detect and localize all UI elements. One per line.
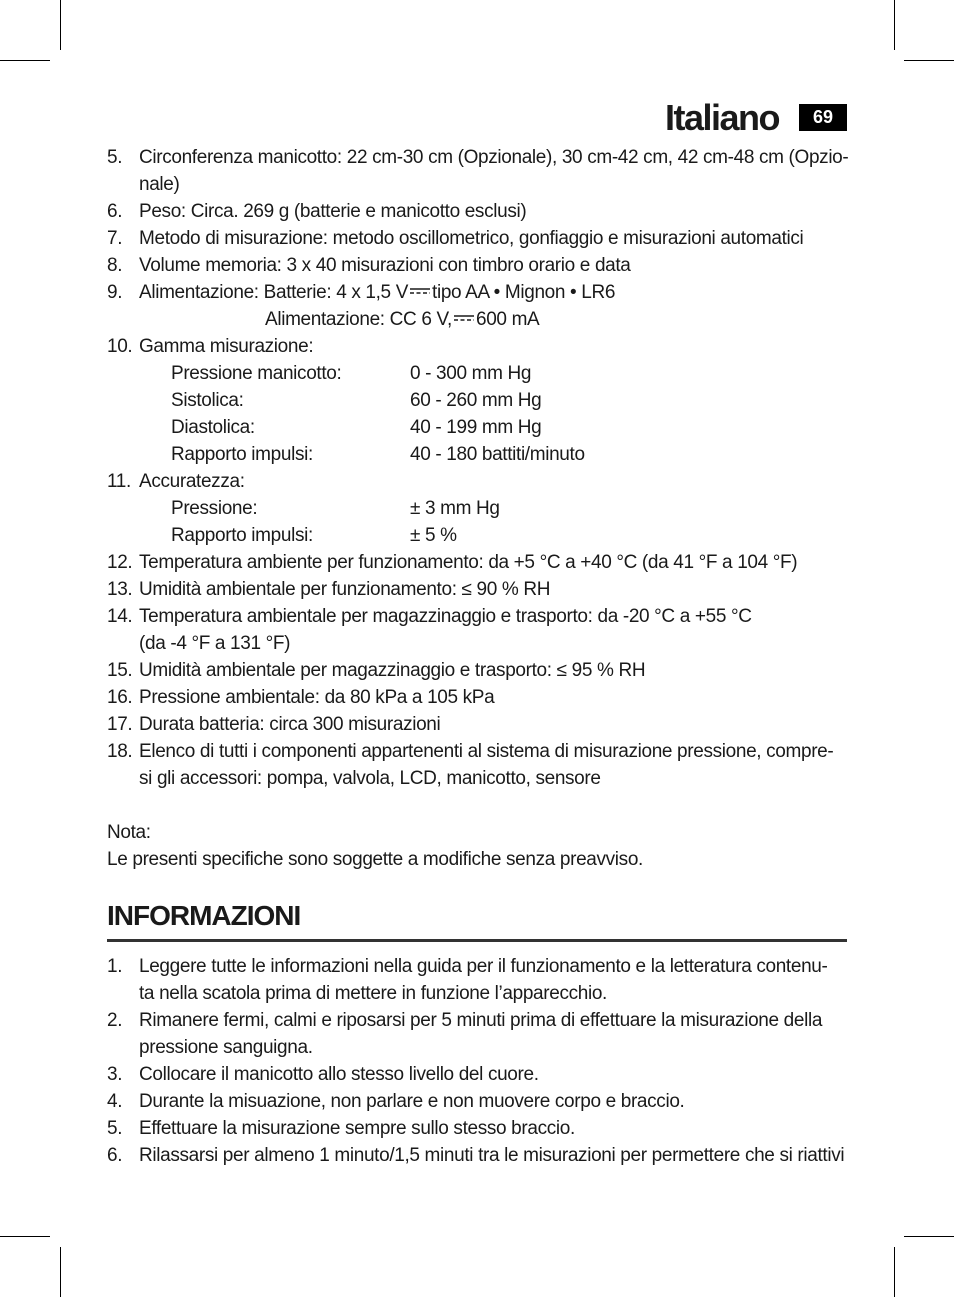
- item-number: 9.: [107, 282, 123, 303]
- sub-value: ± 3 mm Hg: [410, 498, 500, 519]
- crop-mark: [0, 1236, 50, 1237]
- note-label: Nota:: [107, 822, 151, 843]
- sub-label: Rapporto impulsi:: [171, 525, 313, 546]
- item-text: [265, 306, 539, 333]
- sub-label: Rapporto impulsi:: [171, 444, 313, 465]
- item-number: 6.: [107, 1145, 123, 1166]
- crop-mark: [60, 1247, 61, 1297]
- item-number: 1.: [107, 956, 123, 977]
- dc-symbol-icon: [454, 314, 474, 322]
- item-number: 8.: [107, 255, 123, 276]
- page-number-badge: 69: [799, 104, 847, 131]
- item-number: 10.: [107, 336, 133, 357]
- item-text: [139, 279, 615, 306]
- item-text: Metodo di misurazione: metodo oscillometrico, gonfiaggio e misurazioni automatici: [139, 228, 804, 249]
- item-number: 13.: [107, 579, 133, 600]
- item-number: 2.: [107, 1010, 123, 1031]
- item-text: Rimanere fermi, calmi e riposarsi per 5 minuti prima di effettuare la misurazione della: [139, 1010, 823, 1031]
- language-title: Italiano: [664, 97, 779, 138]
- item-number: 4.: [107, 1091, 123, 1112]
- sub-value: 60 - 260 mm Hg: [410, 390, 542, 411]
- item-text: Temperatura ambientale per magazzinaggio e trasporto: da -20 °C a +55 °C: [139, 606, 752, 627]
- sub-value: 40 - 180 battiti/minuto: [410, 444, 585, 465]
- item-text: Durata batteria: circa 300 misurazioni: [139, 714, 441, 735]
- sub-label: Pressione manicotto:: [171, 363, 342, 384]
- item-text: Umidità ambientale per magazzinaggio e trasporto: ≤ 95 % RH: [139, 660, 646, 681]
- item-number: 18.: [107, 741, 133, 762]
- item-number: 11.: [107, 471, 131, 492]
- crop-mark: [60, 0, 61, 50]
- item-text: si gli accessori: pompa, valvola, LCD, manicotto, sensore: [139, 768, 601, 789]
- item-text: Elenco di tutti i componenti appartenenti al sistema di misurazione pressione, compre-: [139, 741, 834, 762]
- item-text: Accuratezza:: [139, 471, 245, 492]
- item-text: ta nella scatola prima di mettere in funzione l’apparecchio.: [139, 983, 607, 1004]
- item-text: Gamma misurazione:: [139, 336, 314, 357]
- crop-mark: [0, 60, 50, 61]
- item-number: 6.: [107, 201, 123, 222]
- crop-mark: [894, 0, 895, 50]
- crop-mark: [904, 60, 954, 61]
- crop-mark: [904, 1236, 954, 1237]
- item-text: Circonferenza manicotto: 22 cm-30 cm (Opzionale), 30 cm-42 cm, 42 cm-48 cm (Opzio-: [139, 147, 849, 168]
- item-text: Temperatura ambiente per funzionamento: da +5 °C a +40 °C (da 41 °F a 104 °F): [139, 552, 798, 573]
- item-text: (da -4 °F a 131 °F): [139, 633, 291, 654]
- item-text: Peso: Circa. 269 g (batterie e manicotto esclusi): [139, 201, 527, 222]
- item-text: Durante la misuazione, non parlare e non muovere corpo e braccio.: [139, 1091, 685, 1112]
- power-dc-label: Alimentazione: CC 6 V,: [265, 309, 452, 330]
- item-number: 17.: [107, 714, 133, 735]
- power-battery-label: Alimentazione: Batterie: 4 x 1,5 V: [139, 282, 409, 303]
- power-dc-tail: 600 mA: [475, 309, 540, 330]
- page-header: [547, 96, 847, 140]
- crop-mark: [894, 1247, 895, 1297]
- item-number: 5.: [107, 147, 123, 168]
- note-text: Le presenti specifiche sono soggette a modifiche senza preavviso.: [107, 849, 643, 870]
- item-text: Rilassarsi per almeno 1 minuto/1,5 minuti tra le misurazioni per permettere che si riattivi: [139, 1145, 845, 1166]
- power-battery-tail: tipo AA • Mignon • LR6: [432, 282, 616, 303]
- item-text: Effettuare la misurazione sempre sullo stesso braccio.: [139, 1118, 575, 1139]
- item-number: 3.: [107, 1064, 123, 1085]
- sub-label: Diastolica:: [171, 417, 255, 438]
- item-number: 12.: [107, 552, 133, 573]
- sub-label: Sistolica:: [171, 390, 244, 411]
- item-text: Umidità ambientale per funzionamento: ≤ 90 % RH: [139, 579, 551, 600]
- dc-symbol-icon: [410, 287, 430, 295]
- sub-value: 40 - 199 mm Hg: [410, 417, 542, 438]
- item-number: 16.: [107, 687, 133, 708]
- sub-value: 0 - 300 mm Hg: [410, 363, 532, 384]
- item-text: nale): [139, 174, 180, 195]
- section-divider: [107, 939, 847, 942]
- item-number: 5.: [107, 1118, 123, 1139]
- item-text: pressione sanguigna.: [139, 1037, 313, 1058]
- sub-value: ± 5 %: [410, 525, 457, 546]
- item-number: 14.: [107, 606, 133, 627]
- section-heading: INFORMAZIONI: [107, 900, 301, 931]
- item-number: 15.: [107, 660, 133, 681]
- sub-label: Pressione:: [171, 498, 258, 519]
- item-text: Collocare il manicotto allo stesso livello del cuore.: [139, 1064, 539, 1085]
- item-text: Leggere tutte le informazioni nella guida per il funzionamento e la letteratura contenu-: [139, 956, 828, 977]
- item-text: Volume memoria: 3 x 40 misurazioni con timbro orario e data: [139, 255, 631, 276]
- item-text: Pressione ambientale: da 80 kPa a 105 kPa: [139, 687, 495, 708]
- item-number: 7.: [107, 228, 123, 249]
